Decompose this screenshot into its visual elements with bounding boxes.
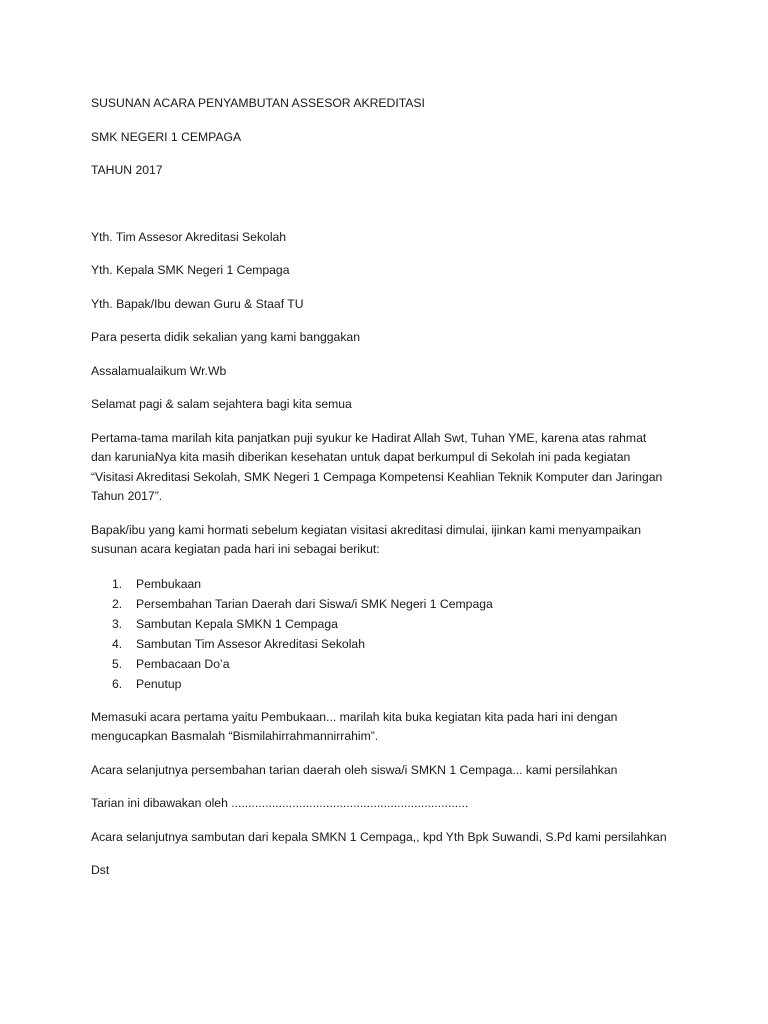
paragraph-line: dan karuniaNya kita masih diberikan kesehatan untuk dapat berkumpul di Sekolah ini pada kegiatan (91, 450, 631, 464)
agenda-item (112, 674, 688, 694)
agenda-number: 4. (112, 636, 123, 651)
dancer-line: Tarian ini dibawakan oleh ...................................................................... (91, 796, 469, 810)
intro-paragraph (91, 521, 688, 560)
paragraph-line: Memasuki acara pertama yaitu Pembukaan... marilah kita buka kegiatan kita pada hari ini dengan (91, 709, 618, 724)
next-event-line: Acara selanjutnya persembahan tarian daerah oleh siswa/i SMKN 1 Cempaga... kami persilahkan (91, 762, 618, 777)
next-event-line: Acara selanjutnya sambutan dari kepala SMKN 1 Cempaga,, kpd Yth Bpk Suwandi, S.Pd kami persilahkan (91, 829, 667, 844)
paragraph-line: Pertama-tama marilah kita panjatkan puji syukur ke Hadirat Allah Swt, Tuhan YME, karena atas rahmat (91, 430, 647, 445)
school-name: SMK NEGERI 1 CEMPAGA (91, 129, 242, 144)
paragraph-line: mengucapkan Basmalah “Bismilahirrahmannirrahim”. (91, 729, 379, 743)
agenda-number: 3. (112, 616, 123, 631)
agenda-list (91, 574, 688, 694)
agenda-text: Sambutan Kepala SMKN 1 Cempaga (136, 616, 338, 631)
greeting-line: Para peserta didik sekalian yang kami banggakan (91, 330, 360, 344)
agenda-item (112, 634, 688, 654)
agenda-number: 6. (112, 676, 123, 691)
agenda-text: Pembacaan Do’a (136, 656, 230, 671)
document-title: SUSUNAN ACARA PENYAMBUTAN ASSESOR AKREDITASI (91, 96, 425, 110)
agenda-number: 1. (112, 576, 123, 591)
agenda-text: Penutup (136, 676, 182, 691)
agenda-item (112, 594, 688, 614)
agenda-item (112, 574, 688, 594)
document-year: TAHUN 2017 (91, 163, 163, 177)
greeting-line: Yth. Bapak/Ibu dewan Guru & Staaf TU (91, 296, 304, 311)
paragraph-line: “Visitasi Akreditasi Sekolah, SMK Negeri 1 Cempaga Kompetensi Keahlian Teknik Komputer dan Jaringan (91, 469, 663, 484)
agenda-item (112, 654, 688, 674)
agenda-number: 2. (112, 596, 123, 611)
agenda-number: 5. (112, 656, 123, 671)
opening-paragraph (91, 429, 688, 507)
agenda-text: Pembukaan (136, 576, 202, 591)
agenda-text: Persembahan Tarian Daerah dari Siswa/i SMK Negeri 1 Cempaga (136, 596, 493, 611)
greeting-line: Assalamualaikum Wr.Wb (91, 363, 227, 378)
closing-paragraph (91, 708, 688, 747)
agenda-text: Sambutan Tim Assesor Akreditasi Sekolah (136, 636, 365, 651)
greeting-line: Yth. Kepala SMK Negeri 1 Cempaga (91, 263, 290, 277)
paragraph-line: Tahun 2017”. (91, 489, 163, 503)
agenda-item (112, 614, 688, 634)
greeting-line: Yth. Tim Assesor Akreditasi Sekolah (91, 229, 287, 244)
paragraph-line: Bapak/ibu yang kami hormati sebelum kegiatan visitasi akreditasi dimulai, ijinkan kami menyampaikan (91, 522, 642, 537)
greeting-line: Selamat pagi & salam sejahtera bagi kita semua (91, 397, 352, 411)
document-end: Dst (91, 863, 110, 877)
paragraph-line: susunan acara kegiatan pada hari ini sebagai berikut: (91, 542, 380, 556)
